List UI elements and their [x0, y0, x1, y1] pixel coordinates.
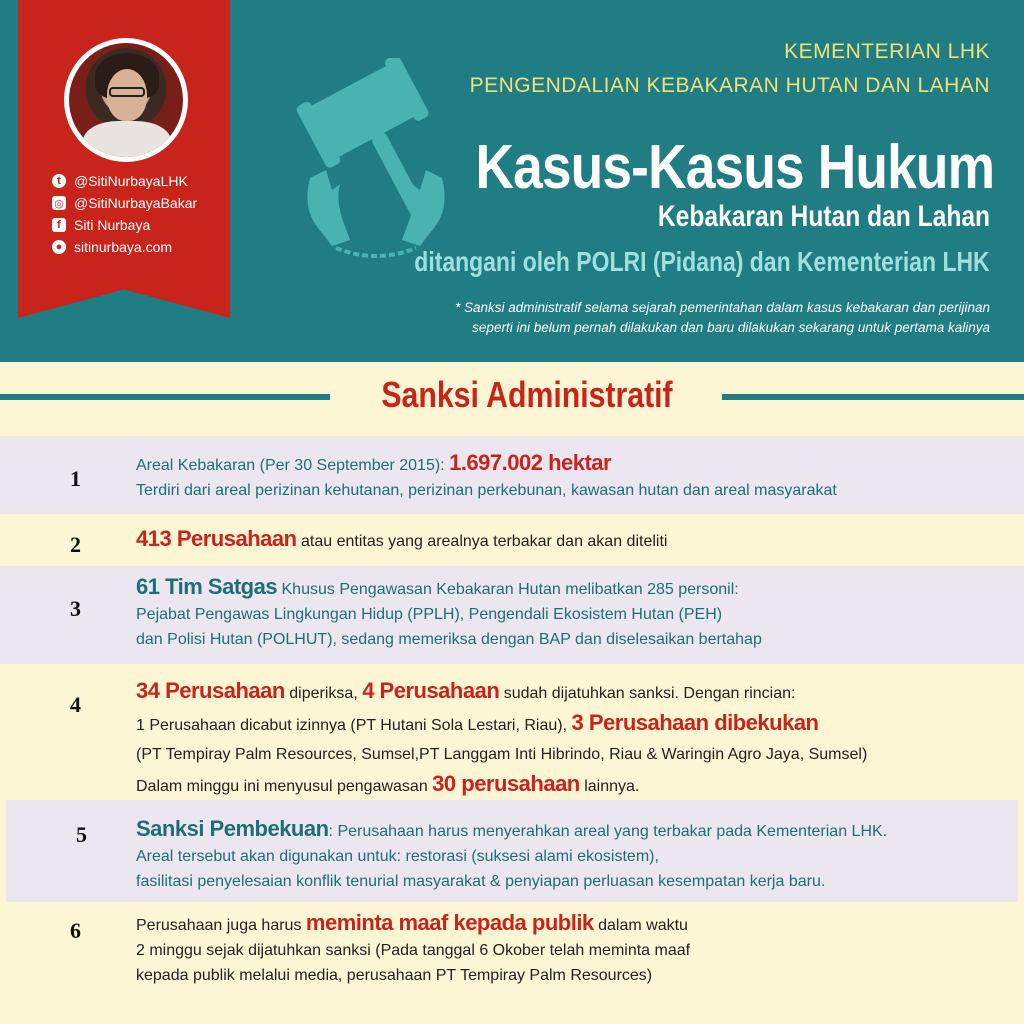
item-text-a: atau entitas yang arealnya terbakar dan akan diteliti [296, 533, 668, 550]
ministry-name: KEMENTERIAN LHK [784, 40, 990, 63]
item-text-a2: sudah dijatuhkan sanksi. Dengan rincian: [499, 685, 796, 702]
item-text-b: 2 minggu sejak dijatuhkan sanksi (Pada tanggal 6 Okober telah meminta maaf [136, 942, 691, 959]
list-item-3 [0, 566, 1024, 664]
item-number: 5 [76, 822, 87, 847]
avatar-photo [69, 43, 183, 157]
item-text-a: Khusus Pengawasan Kebakaran Hutan melibatkan 285 personil: [277, 581, 739, 598]
section-divider-right [722, 394, 1024, 400]
list-item-6 [0, 902, 1024, 1002]
item-text [136, 816, 887, 894]
website-url: sitinurbaya.com [74, 239, 173, 255]
page-subtitle-2: ditangani oleh POLRI (Pidana) dan Kementerian LHK [414, 246, 990, 277]
note-line-2: seperti ini belum pernah dilakukan dan baru dilakukan sekarang untuk pertama kalinya [472, 320, 990, 335]
header-note [330, 298, 990, 338]
globe-icon: ● [52, 240, 66, 254]
item-text-a1: diperiksa, [284, 685, 363, 702]
item-text-b: Areal tersebut akan digunakan untuk: restorasi (suksesi alami ekosistem), [136, 848, 659, 865]
facebook-icon: f [52, 218, 66, 232]
item-highlight: 1.697.002 hektar [449, 450, 612, 475]
item-number: 2 [70, 532, 81, 557]
item-number: 6 [70, 918, 81, 943]
item-highlight-2: 4 Perusahaan [362, 678, 500, 703]
list-item-1 [0, 436, 1024, 514]
item-number: 1 [70, 466, 81, 491]
facebook-name: Siti Nurbaya [74, 217, 151, 233]
item-text-d2: lainnya. [579, 778, 640, 795]
list-item-4 [0, 664, 1024, 800]
item-text-a: : Perusahaan harus menyerahkan areal yang terbakar pada Kementerian LHK. [328, 823, 888, 840]
social-website[interactable] [52, 236, 197, 258]
item-text-b: 1 Perusahaan dicabut izinnya (PT Hutani Sola Lestari, Riau), [136, 717, 572, 734]
item-highlight-4: 30 perusahaan [432, 771, 580, 796]
item-text-c: dan Polisi Hutan (POLHUT), sedang memeriksa dengan BAP dan diselesaikan bertahap [136, 631, 762, 648]
item-text-b: Pejabat Pengawas Lingkungan Hidup (PPLH), Pengendali Ekosistem Hutan (PEH) [136, 606, 723, 623]
item-text-b: Terdiri dari areal perizinan kehutanan, perizinan perkebunan, kawasan hutan dan areal masyarakat [136, 482, 837, 499]
item-text [136, 450, 837, 503]
item-text-a2: dalam waktu [593, 917, 688, 934]
item-highlight-1: 34 Perusahaan [136, 678, 285, 703]
item-text [136, 526, 667, 554]
instagram-handle: @SitiNurbayaBakar [74, 195, 198, 211]
item-number: 3 [70, 596, 81, 621]
note-line-1: * Sanksi administratif selama sejarah pemerintahan dalam kasus kebakaran dan perijinan [454, 300, 990, 315]
section-title: Sanksi Administratif [381, 374, 673, 415]
header-banner [0, 0, 1024, 362]
item-highlight-3: 3 Perusahaan dibekukan [571, 710, 819, 735]
list-item-2 [0, 514, 1024, 566]
social-links [52, 170, 197, 258]
program-name: PENGENDALIAN KEBAKARAN HUTAN DAN LAHAN [469, 74, 990, 97]
section-divider-left [0, 394, 330, 400]
list-item-5 [6, 800, 1018, 902]
avatar [64, 38, 188, 162]
item-highlight: Sanksi Pembekuan [136, 816, 329, 841]
instagram-icon: ◎ [52, 196, 66, 210]
item-text-c: kepada publik melalui media, perusahaan PT Tempiray Palm Resources) [136, 967, 653, 984]
item-highlight: meminta maaf kepada publik [305, 910, 594, 935]
item-text-a1: Perusahaan juga harus [136, 917, 306, 934]
item-text-d1: Dalam minggu ini menyusul pengawasan [136, 778, 433, 795]
page-subtitle: Kebakaran Hutan dan Lahan [657, 200, 990, 233]
item-text-c: (PT Tempiray Palm Resources, Sumsel,PT Langgam Inti Hibrindo, Riau & Waringin Agro Jaya, Sumsel) [136, 746, 868, 763]
item-text [136, 676, 867, 801]
item-highlight: 413 Perusahaan [136, 526, 297, 551]
social-twitter[interactable] [52, 170, 197, 192]
page-title: Kasus-Kasus Hukum [475, 133, 994, 202]
item-number: 4 [70, 692, 81, 717]
gavel-handcuff-icon [296, 58, 456, 268]
social-facebook[interactable] [52, 214, 197, 236]
item-text-c: fasilitasi penyelesaian konflik tenurial masyarakat & penyiapan perluasan kesempatan kerja baru. [136, 873, 826, 890]
item-text [136, 910, 690, 988]
item-text [136, 574, 762, 652]
social-instagram[interactable] [52, 192, 197, 214]
twitter-icon: t [52, 174, 66, 188]
item-highlight: 61 Tim Satgas [136, 574, 278, 599]
twitter-handle: @SitiNurbayaLHK [74, 173, 188, 189]
item-text-a: Areal Kebakaran (Per 30 September 2015): [136, 457, 450, 474]
